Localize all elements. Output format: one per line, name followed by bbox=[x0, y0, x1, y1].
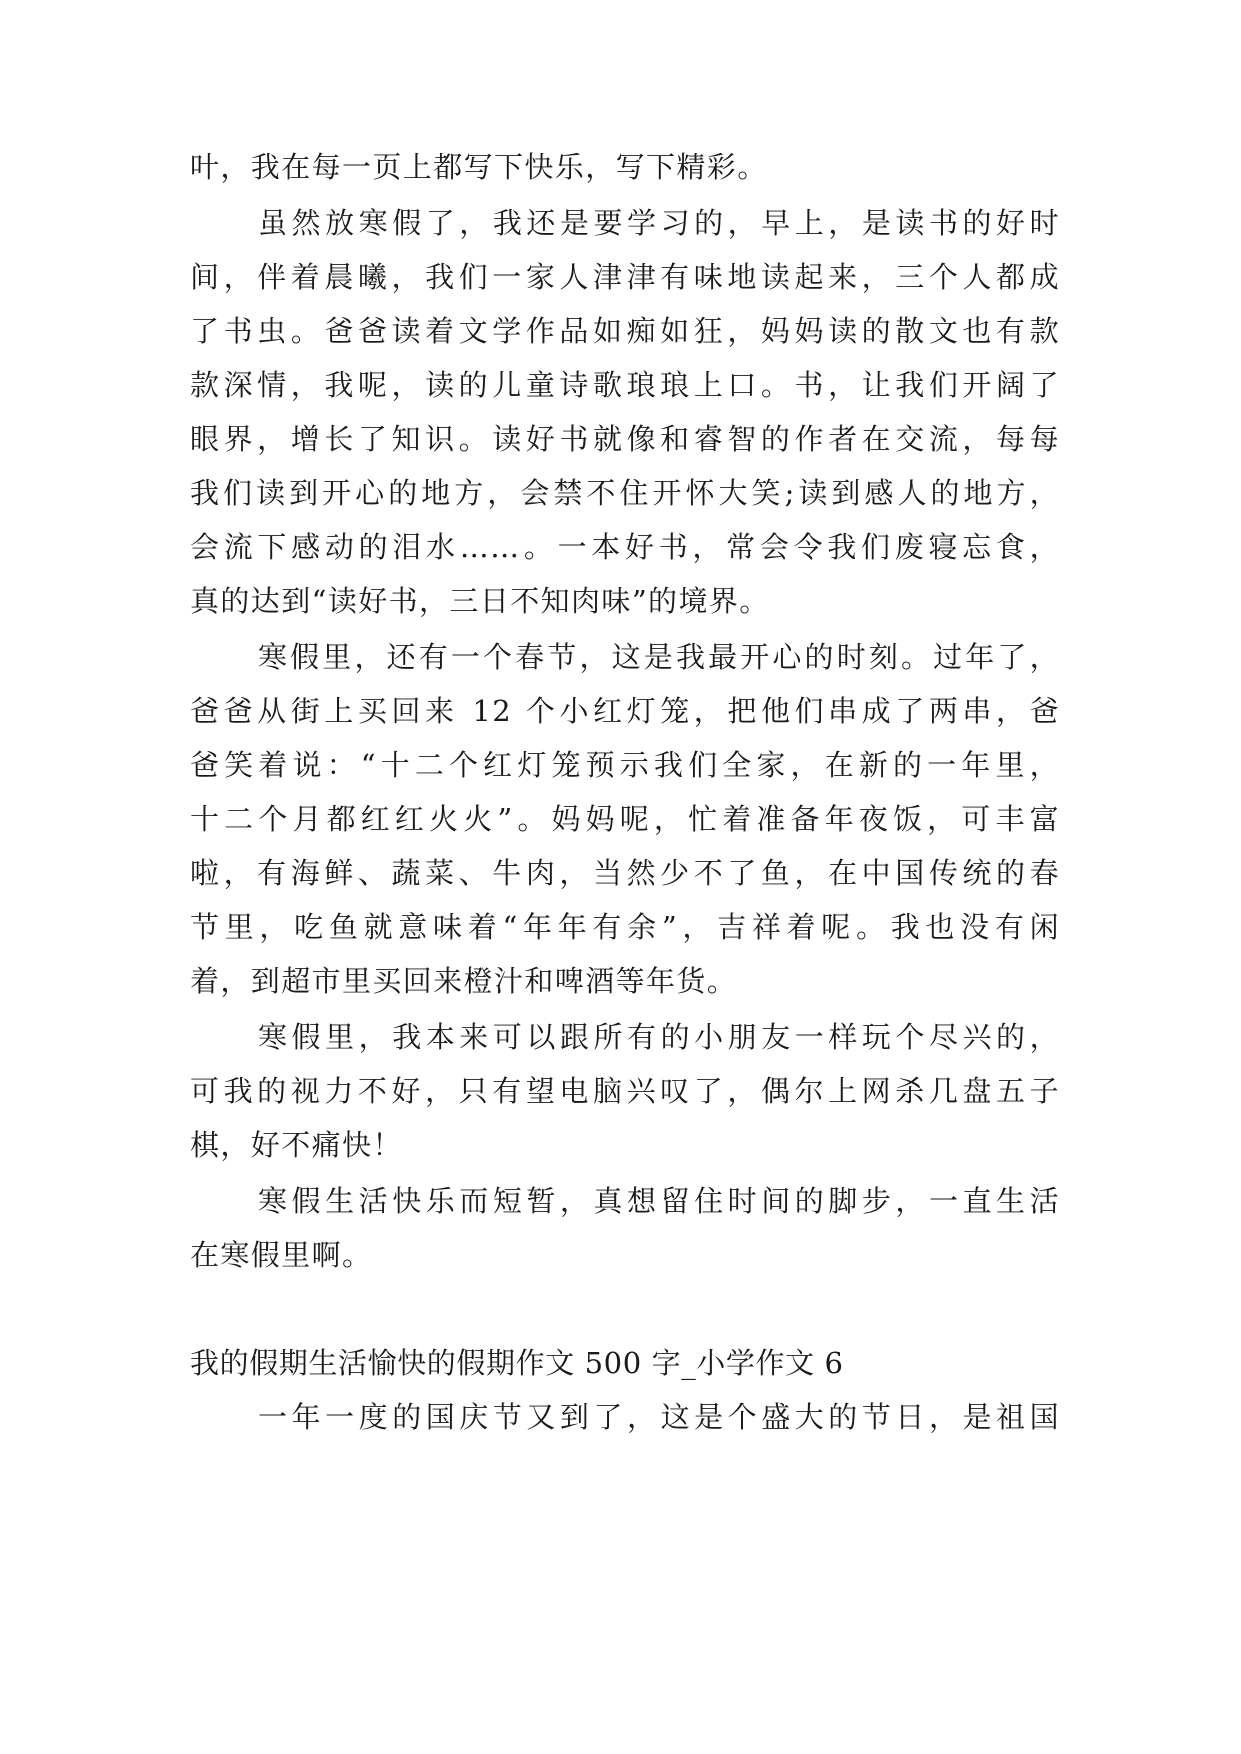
document-page bbox=[190, 0, 1070, 1754]
text-line: 着，到超市里买回来橙汁和啤酒等年货。 bbox=[190, 964, 738, 998]
text-line: 了书虫。爸爸读着文学作品如痴如狂，妈妈读的散文也有款 bbox=[190, 314, 1060, 348]
text-line: 爸笑着说：“十二个红灯笼预示我们全家，在新的一年里， bbox=[190, 748, 1060, 782]
text-line: 间，伴着晨曦，我们一家人津津有味地读起来，三个人都成 bbox=[190, 260, 1060, 294]
text-line: 叶，我在每一页上都写下快乐，写下精彩。 bbox=[190, 150, 768, 184]
text-line: 可我的视力不好，只有望电脑兴叹了，偶尔上网杀几盘五子 bbox=[190, 1074, 1060, 1108]
paragraph-first-line: 一年一度的国庆节又到了，这是个盛大的节日，是祖国 bbox=[258, 1400, 1060, 1434]
text-line: 棋，好不痛快！ bbox=[190, 1128, 403, 1162]
text-line: 在寒假里啊。 bbox=[190, 1238, 373, 1272]
text-line: 节里，吃鱼就意味着“年年有余”，吉祥着呢。我也没有闲 bbox=[190, 910, 1060, 944]
paragraph-first-line: 虽然放寒假了，我还是要学习的，早上，是读书的好时 bbox=[258, 206, 1060, 240]
article-heading: 我的假期生活愉快的假期作文 500 字_小学作文 6 bbox=[190, 1346, 844, 1380]
text-line: 真的达到“读好书，三日不知肉味”的境界。 bbox=[190, 584, 770, 618]
text-line: 我们读到开心的地方，会禁不住开怀大笑;读到感人的地方， bbox=[190, 476, 1060, 510]
text-line: 爸爸从街上买回来 12 个小红灯笼，把他们串成了两串，爸 bbox=[190, 694, 1060, 728]
text-line: 款深情，我呢，读的儿童诗歌琅琅上口。书，让我们开阔了 bbox=[190, 368, 1060, 402]
text-line: 啦，有海鲜、蔬菜、牛肉，当然少不了鱼，在中国传统的春 bbox=[190, 856, 1060, 890]
text-line: 十二个月都红红火火”。妈妈呢，忙着准备年夜饭，可丰富 bbox=[190, 802, 1060, 836]
text-line: 眼界，增长了知识。读好书就像和睿智的作者在交流，每每 bbox=[190, 422, 1060, 456]
paragraph-first-line: 寒假生活快乐而短暂，真想留住时间的脚步，一直生活 bbox=[258, 1184, 1060, 1218]
text-line: 会流下感动的泪水……。一本好书，常会令我们废寝忘食， bbox=[190, 530, 1060, 564]
paragraph-first-line: 寒假里，还有一个春节，这是我最开心的时刻。过年了， bbox=[258, 640, 1060, 674]
paragraph-first-line: 寒假里，我本来可以跟所有的小朋友一样玩个尽兴的， bbox=[258, 1020, 1060, 1054]
